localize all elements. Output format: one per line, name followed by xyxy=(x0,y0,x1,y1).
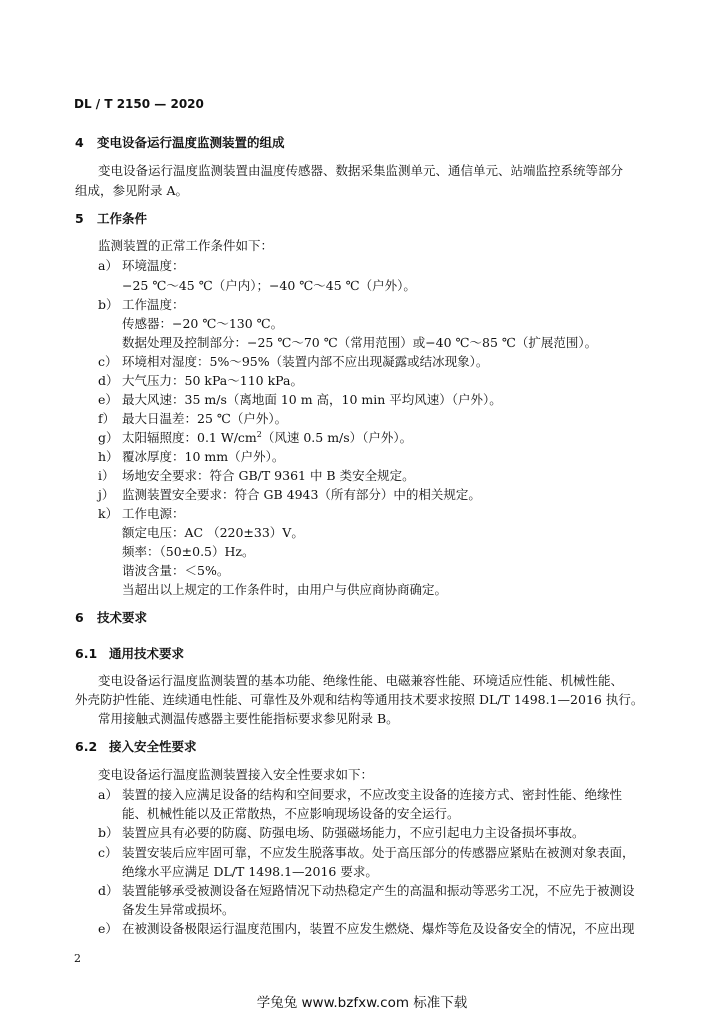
footer-watermark-text: 学兔兔 www.bzfxw.com 标准下载 xyxy=(256,995,468,1011)
paragraph-line: 当超出以上规定的工作条件时，由用户与供应商协商确定。 xyxy=(122,582,448,597)
list-label: d） xyxy=(98,883,119,898)
section-number: 6.2 xyxy=(75,739,98,754)
section-number: 5 xyxy=(75,211,84,226)
list-item-text: 在被测设备极限运行温度范围内，装置不应发生燃烧、爆炸等危及设备安全的情况，不应出现 xyxy=(122,921,635,936)
list-item-text: 谐波含量：＜5%。 xyxy=(122,563,230,578)
list-item-text: −25 ℃～45 ℃（户内）；−40 ℃～45 ℃（户外）。 xyxy=(122,278,416,293)
list-label: i） xyxy=(98,468,115,483)
section-6-1-heading xyxy=(75,645,184,663)
section-title: 工作条件 xyxy=(97,211,148,226)
list-item-text: 环境温度： xyxy=(122,258,185,273)
list-item-text: 能、机械性能以及正常散热，不应影响现场设备的安全运行。 xyxy=(122,806,460,821)
list-label: g） xyxy=(98,430,119,445)
paragraph-line: 变电设备运行温度监测装置的基本功能、绝缘性能、电磁兼容性能、环境适应性能、机械性能、 xyxy=(98,673,624,688)
section-5-heading xyxy=(75,210,147,228)
list-item-text: 绝缘水平应满足 DL/T 1498.1—2016 要求。 xyxy=(122,864,378,879)
paragraph-line: 监测装置的正常工作条件如下： xyxy=(98,238,274,253)
list-label: c） xyxy=(98,354,118,369)
list-label: b） xyxy=(98,825,119,840)
list-item-text: 最大日温差：25 ℃（户外）。 xyxy=(122,411,288,426)
list-item-text: 工作温度： xyxy=(122,297,185,312)
list-item-text: 工作电源： xyxy=(122,506,185,521)
list-label: e） xyxy=(98,392,118,407)
paragraph-line: 变电设备运行温度监测装置由温度传感器、数据采集监测单元、通信单元、站端监控系统等部分 xyxy=(98,163,624,178)
list-item-text: 覆冰厚度：10 mm（户外）。 xyxy=(122,449,285,464)
list-label: b） xyxy=(98,297,119,312)
paragraph-line: 组成，参见附录 A。 xyxy=(75,183,189,198)
section-number: 6 xyxy=(75,610,84,625)
list-item-text: 备发生异常或损坏。 xyxy=(122,902,235,917)
list-item-text: 监测装置安全要求：符合 GB 4943（所有部分）中的相关规定。 xyxy=(122,487,481,502)
list-item-text: 数据处理及控制部分：−25 ℃～70 ℃（常用范围）或−40 ℃～85 ℃（扩展范围）。 xyxy=(122,335,598,350)
list-label: d） xyxy=(98,373,119,388)
list-label: a） xyxy=(98,787,118,802)
section-number: 4 xyxy=(75,135,84,150)
list-item-text: 大气压力：50 kPa～110 kPa。 xyxy=(122,373,303,388)
list-label: c） xyxy=(98,845,118,860)
section-6-2-heading xyxy=(75,738,197,756)
section-title: 接入安全性要求 xyxy=(109,739,197,754)
list-label: f） xyxy=(98,411,116,426)
document-code: DL / T 2150 — 2020 xyxy=(74,97,204,111)
section-title: 变电设备运行温度监测装置的组成 xyxy=(97,135,285,150)
page-number: 2 xyxy=(74,952,81,965)
list-item-text: 装置安装后应牢固可靠，不应发生脱落事故。处于高压部分的传感器应紧贴在被测对象表面， xyxy=(122,845,635,860)
paragraph-line: 变电设备运行温度监测装置接入安全性要求如下： xyxy=(98,767,374,782)
paragraph-line: 外壳防护性能、连续通电性能、可靠性及外观和结构等通用技术要求按照 DL/T 1498.1—2016 执行。 xyxy=(75,692,644,707)
section-title: 通用技术要求 xyxy=(109,646,185,661)
section-6-heading xyxy=(75,609,147,627)
list-item-text: 额定电压：AC （220±33）V。 xyxy=(122,525,304,540)
list-item-text: 装置能够承受被测设备在短路情况下动热稳定产生的高温和振动等恶劣工况，不应先于被测设 xyxy=(122,883,635,898)
list-label: k） xyxy=(98,506,119,521)
list-item-text: 装置应具有必要的防腐、防强电场、防强磁场能力，不应引起电力主设备损坏事故。 xyxy=(122,825,585,840)
list-label: e） xyxy=(98,921,118,936)
list-label: a） xyxy=(98,258,118,273)
section-title: 技术要求 xyxy=(97,610,148,625)
list-item-text: 环境相对湿度：5%～95%（装置内部不应出现凝露或结冰现象）。 xyxy=(122,354,489,369)
list-item-text: 太阳辐照度：0.1 $W/cm^2$（风速 0.5 m/s）（户外）。 xyxy=(122,429,413,445)
list-label: j） xyxy=(98,487,115,502)
list-item-text: 频率：（50±0.5）Hz。 xyxy=(122,544,255,559)
list-item-text: 装置的接入应满足设备的结构和空间要求，不应改变主设备的连接方式、密封性能、绝缘性 xyxy=(122,787,623,802)
list-label: h） xyxy=(98,449,119,464)
section-4-heading xyxy=(75,134,285,152)
section-number: 6.1 xyxy=(75,646,98,661)
list-item-text: 最大风速：35 m/s（离地面 10 m 高，10 min 平均风速）（户外）。 xyxy=(122,392,502,407)
paragraph-line: 常用接触式测温传感器主要性能指标要求参见附录 B。 xyxy=(98,711,399,726)
list-item-text: 场地安全要求：符合 GB/T 9361 中 B 类安全规定。 xyxy=(122,468,415,483)
list-item-text: 传感器：−20 ℃～130 ℃。 xyxy=(122,316,284,331)
